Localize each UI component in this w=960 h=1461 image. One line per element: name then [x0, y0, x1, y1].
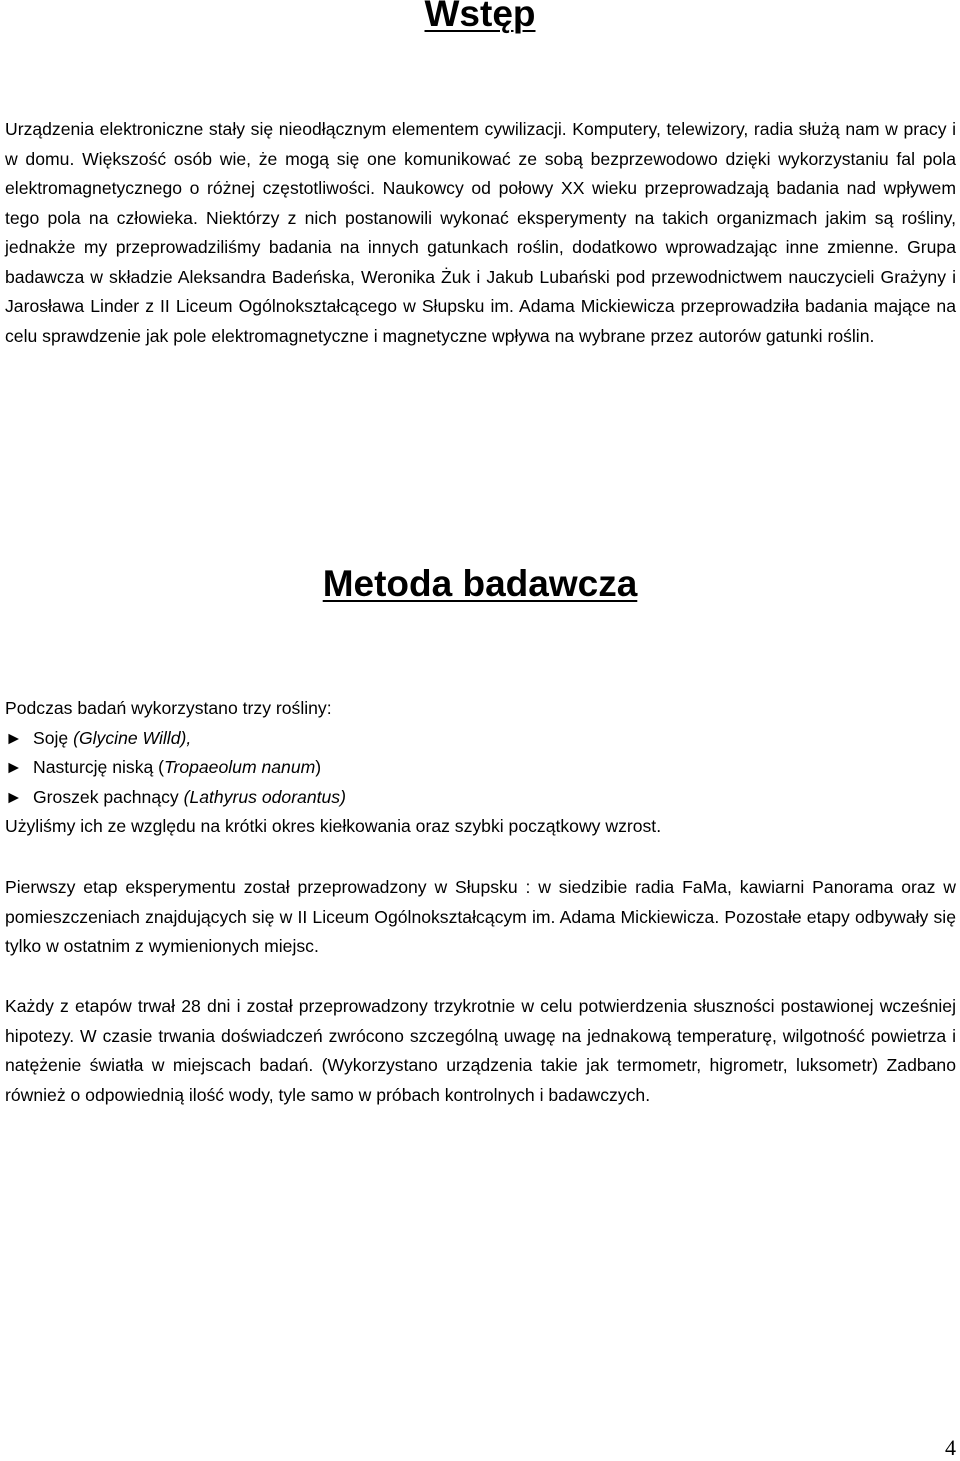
bullet-arrow-icon: ► — [5, 786, 23, 807]
method-heading: Metoda badawcza — [322, 563, 638, 604]
plants-reason: Użyliśmy ich ze względu na krótki okres kiełkowania oraz szybki początkowy wzrost. — [5, 816, 662, 836]
plant-latin-name: (Lathyrus odorantus) — [183, 786, 346, 807]
plant-latin-name: (Glycine Willd), — [73, 727, 192, 748]
stage-paragraph: Pierwszy etap eksperymentu został przeprowadzony w Słupsku : w siedzibie radia FaMa, kawiarni Panorama oraz w pomieszczeniach znajdujących się w II Liceum Ogólnokształcącym im. Adama Mickiewicza. Pozostałe etapy odbywały się tylko w ostatnim z wymienionych miejsc. — [5, 877, 956, 956]
bullet-arrow-icon: ► — [5, 757, 23, 777]
list-item — [5, 783, 956, 813]
list-item — [5, 724, 956, 754]
intro-paragraph: Urządzenia elektroniczne stały się nieodłącznym elementem cywilizacji. Komputery, telewizory, radia służą nam w pracy i w domu. Większość osób wie, że mogą się one komunikować ze sobą bezprzewodowo dzięki wykorzystaniu fal pola elektromagnetycznego o różnej częstotliwości. Naukowcy od połowy XX wieku przeprowadzają badania nad wpływem tego pola na człowieka. Niektórzy z nich postanowili wykonać eksperymenty na takich organizmach jakim są rośliny, jednakże my przeprowadziliśmy badania na innych gatunkach roślin, dodatkowo wprowadzając inne zmienne. Grupa badawcza w składzie Aleksandra Badeńska, Weronika Żuk i Jakub Lubański pod przewodnictwem nauczycieli Grażyny i Jarosława Linder z II Liceum Ogólnokształcącego w Słupsku im. Adama Mickiewicza przeprowadziła badania mające na celu sprawdzenie jak pole elektromagnetyczne i magnetyczne wpływa na wybrane przez autorów gatunki roślin. — [5, 119, 956, 346]
plants-intro: Podczas badań wykorzystano trzy rośliny: — [5, 698, 332, 718]
plants-list — [5, 694, 956, 842]
bullet-arrow-icon: ► — [5, 727, 23, 748]
plant-name: Soję — [33, 727, 69, 748]
plant-name: Groszek pachnący — [33, 786, 179, 807]
stages-paragraph: Każdy z etapów trwał 28 dni i został przeprowadzony trzykrotnie w celu potwierdzenia słuszności postawionej wcześniej hipotezy. W czasie trwania doświadczeń zwrócono szczególną uwagę na jednakową temperaturę, wilgotność powietrza i natężenie światła w miejscach badań. (Wykorzystano urządzenia takie jak termometr, higrometr, luksometr) Zadbano również o odpowiednią ilość wody, tyle samo w próbach kontrolnych i badawczych. — [5, 996, 956, 1105]
plant-latin-prefix: ( — [158, 757, 165, 777]
page-number: 4 — [945, 1435, 956, 1460]
intro-heading: Wstęp — [424, 0, 536, 34]
plant-latin-name: Tropaeolum nanum — [164, 757, 316, 777]
plant-latin-suffix: ) — [315, 757, 322, 777]
plant-name: Nasturcję niską — [33, 757, 154, 777]
list-item — [5, 753, 956, 783]
